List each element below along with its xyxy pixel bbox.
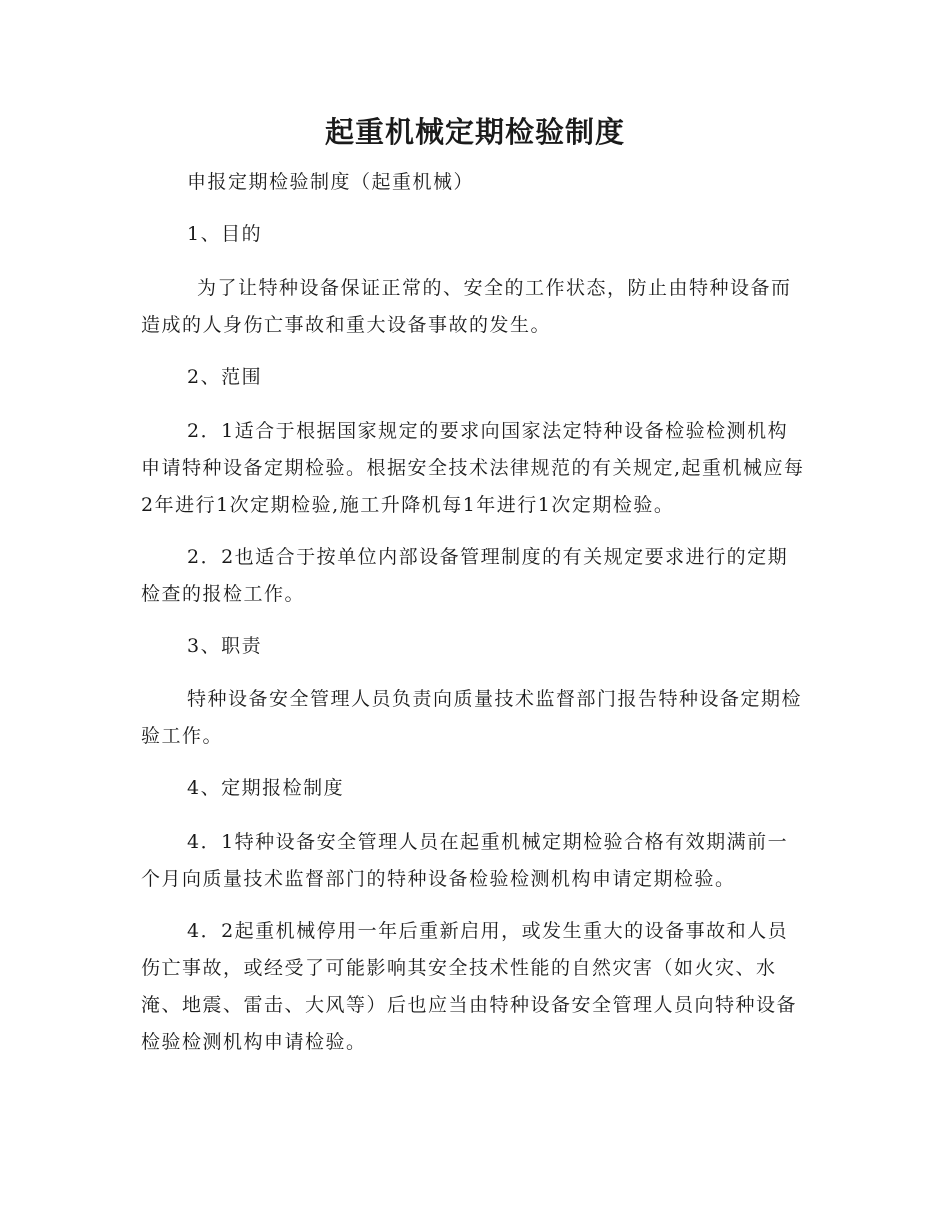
- document-subtitle: 申报定期检验制度（起重机械）: [187, 171, 475, 193]
- section-scope-paragraph-2-1: 2．1适合于根据国家规定的要求向国家法定特种设备检验检测机构申请特种设备定期检验。根据安全技术法律规范的有关规定,起重机械应每2年进行1次定期检验,施工升降机每1年进行1次定期检验。: [141, 420, 805, 516]
- section-scope-paragraph-2-2: 2．2也适合于按单位内部设备管理制度的有关规定要求进行的定期检查的报检工作。: [141, 546, 789, 605]
- section-purpose-paragraph: 为了让特种设备保证正常的、安全的工作状态，防止由特种设备而造成的人身伤亡事故和重大设备事故的发生。: [141, 277, 792, 336]
- section-heading-scope: 2、范围: [187, 366, 263, 388]
- document-title: 起重机械定期检验制度: [324, 115, 625, 149]
- section-heading-inspection-system: 4、定期报检制度: [187, 777, 345, 799]
- section-duties-paragraph: 特种设备安全管理人员负责向质量技术监督部门报告特种设备定期检验工作。: [141, 688, 803, 747]
- section-inspection-paragraph-4-2: 4．2起重机械停用一年后重新启用，或发生重大的设备事故和人员伤亡事故，或经受了可能影响其安全技术性能的自然灾害（如火灾、水淹、地震、雷击、大风等）后也应当由特种设备安全管理人员向特种设备检验检测机构申请检验。: [141, 920, 798, 1053]
- section-heading-duties: 3、职责: [187, 635, 263, 657]
- section-inspection-paragraph-4-1: 4．1特种设备安全管理人员在起重机械定期检验合格有效期满前一个月向质量技术监督部门的特种设备检验检测机构申请定期检验。: [141, 831, 789, 890]
- section-heading-purpose: 1、目的: [187, 223, 263, 245]
